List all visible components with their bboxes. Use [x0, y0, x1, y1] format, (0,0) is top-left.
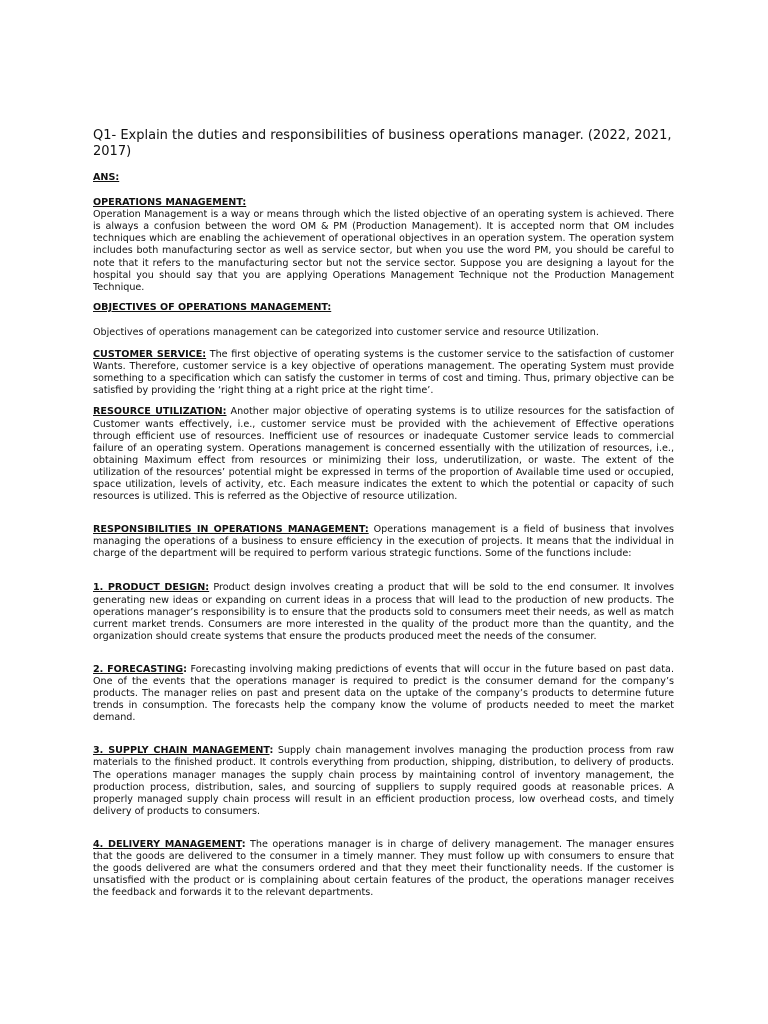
- om-heading: [93, 197, 674, 209]
- function-label: 1. PRODUCT DESIGN:: [93, 582, 210, 594]
- function-forecasting: [93, 664, 674, 724]
- function-label: 3. SUPPLY CHAIN MANAGEMENT: [93, 745, 270, 757]
- responsibilities-text: Operations management is a field of business that involves managing the operations of a business to ensure efficiency in the execution of projects. It means that the individual in charge of the department will be required to perform various strategic functions. Some of the functions include:: [93, 524, 675, 560]
- function-label: 2. FORECASTING: [93, 663, 184, 675]
- om-heading-text: OPERATIONS MANAGEMENT:: [93, 197, 247, 209]
- function-colon: :: [241, 838, 246, 850]
- function-product-design: [93, 582, 674, 642]
- customer-service-label: CUSTOMER SERVICE:: [93, 349, 207, 361]
- function-delivery: [93, 839, 674, 899]
- objectives-heading: [93, 302, 674, 314]
- ans-label: ANS:: [93, 172, 120, 183]
- operations-management-section: [93, 197, 674, 294]
- resource-utilization-text: Another major objective of operating systems is to utilize resources for the satisfaction of Customer wants effectively, i.e., customer service must be provided with the achievement of Effective operations through efficient use of resources. Inefficient use of resources or inadequate Customer service leads to commercial failure of an operating system. Operations management is concerned essentially with the utilization of resources, i.e., obtaining Maximum effect from resources or minimizing their loss, underutilization, or waste. The extent of the utilization of the resources’ potential might be expressed in terms of the proportion of Available time used or occupied, space utilization, levels of activity, etc. Each measure indicates the extent to which the potential or capacity of such resources is utilized. This is referred as the Objective of resource utilization.: [93, 406, 674, 503]
- objectives-intro: Objectives of operations management can be categorized into customer service and resource Utilization.: [93, 326, 599, 338]
- customer-service-text: The first objective of operating systems is the customer service to the satisfaction of customer Wants. Therefore, customer service is a key objective of operations management. The operating System must provide something to a specification which can satisfy the customer in terms of cost and timing. Thus, primary objective can be satisfied by providing the ‘right thing at a right price at the right time’.: [93, 349, 674, 397]
- responsibilities-paragraph: [93, 524, 674, 560]
- function-text: The operations manager is in charge of delivery management. The manager ensures that the goods are delivered to the consumer in a timely manner. They must follow up with consumers to ensure that the goods delivered are what the consumers ordered and that they meet their functionality needs. If the customer is unsatisfied with the product or is complaining about certain features of the product, the operations manager receives the feedback and forwards it to the relevant departments.: [93, 838, 674, 899]
- ans-heading: [93, 172, 674, 184]
- function-colon: :: [183, 663, 188, 675]
- function-text: Forecasting involving making predictions of events that will occur in the future based on past data. One of the events that the operations manager is required to predict is the consumer demand for the company’s products. The manager relies on past and present data on the uptake of the company’s products to determine future trends in consumption. The forecasts help the company know the volume of products needed to meet the market demand.: [93, 663, 674, 724]
- customer-service-paragraph: [93, 349, 674, 397]
- function-text: Product design involves creating a product that will be sold to the end consumer. It involves generating new ideas or expanding on current ideas in a process that will lead to the production of new products. The operations manager’s responsibility is to ensure that the products sold to consumers meet their needs, as well as match current market trends. Consumers are more interested in the quality of the product more than the quantity, and the organization should create systems that ensure the products produced meet the needs of the consumer.: [93, 582, 674, 642]
- objectives-heading-text: OBJECTIVES OF OPERATIONS MANAGEMENT:: [93, 301, 332, 313]
- function-text: Supply chain management involves managing the production process from raw materials to the finished product. It controls everything from production, shipping, distribution, to delivery of products. The operations manager manages the supply chain process by maintaining control of inventory management, the production process, distribution, sales, and sourcing of suppliers to supply required goods at reasonable prices. A properly managed supply chain process will result in an efficient production process, low overhead costs, and timely delivery of products to consumers.: [93, 745, 675, 817]
- function-supply-chain: [93, 745, 674, 818]
- function-colon: :: [269, 745, 274, 757]
- function-label: 4. DELIVERY MANAGEMENT: [93, 838, 242, 850]
- question-title: Q1- Explain the duties and responsibilities of business operations manager. (2022, 2021, 2017): [93, 128, 672, 159]
- responsibilities-label: RESPONSIBILITIES IN OPERATIONS MANAGEMENT:: [93, 524, 369, 536]
- om-paragraph: Operation Management is a way or means through which the listed objective of an operating system is achieved. There is always a confusion between the word OM & PM (Production Management). It is accepted norm that OM includes techniques which are enabling the achievement of operational objectives in an operation system. The operation system includes both manufacturing sector as well as service sector, but when you use the word PM, you should be careful to note that it refers to the manufacturing sector but not the service sector. Suppose you are designing a layout for the hospital you should say that you are applying Operations Management Technique not the Production Management Technique.: [93, 209, 674, 293]
- resource-utilization-paragraph: [93, 406, 674, 503]
- resource-utilization-label: RESOURCE UTILIZATION:: [93, 406, 227, 418]
